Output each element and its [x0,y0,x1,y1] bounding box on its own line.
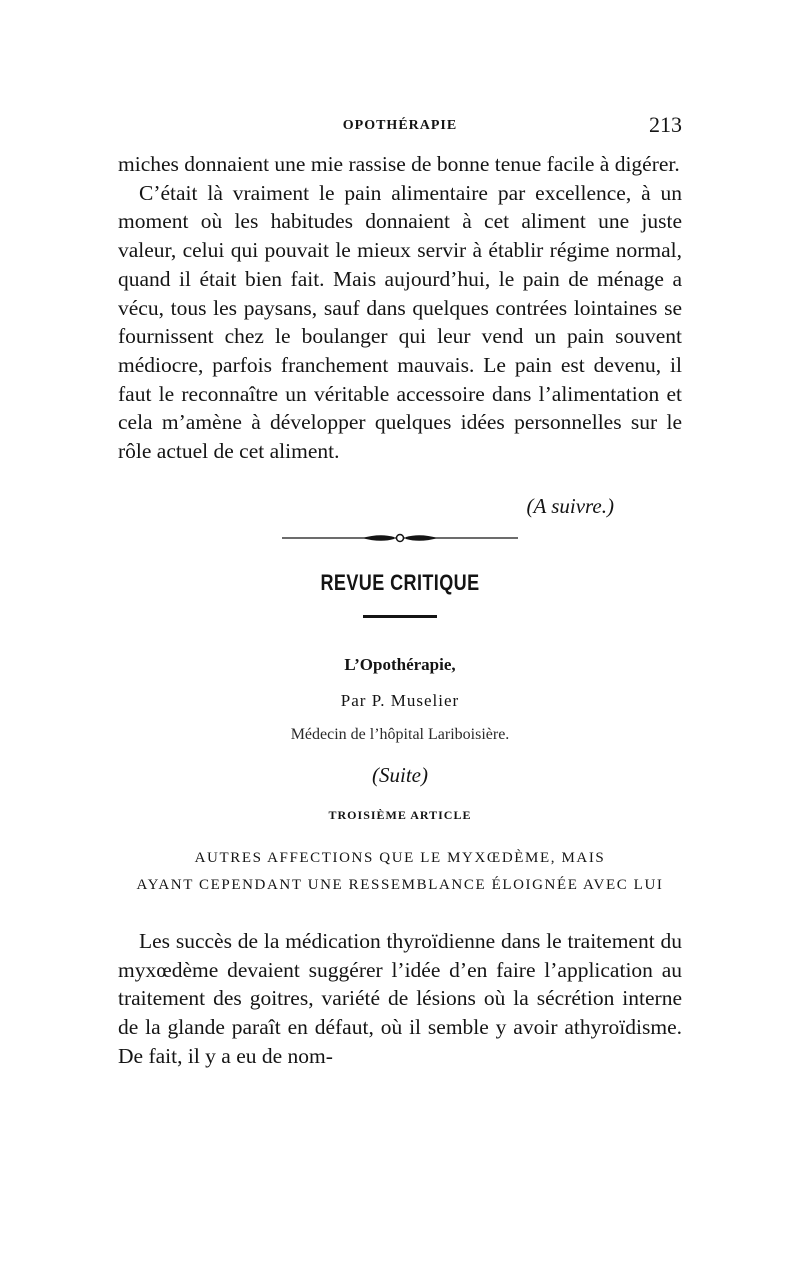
continuation-label: (Suite) [372,763,428,787]
section-title: REVUE CRITIQUE [320,570,480,595]
article-title: L’Opothérapie, [344,655,456,674]
chapter-heading-line-1: AUTRES AFFECTIONS QUE LE MYXŒDÈME, MAIS [194,850,606,866]
short-rule [363,615,437,618]
chapter-heading-line-2: AYANT CEPENDANT UNE RESSEMBLANCE ÉLOIGNÉE AVEC LUI [136,877,664,893]
author-affiliation: Médecin de l’hôpital Lariboisière. [290,726,510,743]
ornamental-divider [280,528,520,548]
continuation-note: (A suivre.) [526,494,614,518]
paragraph-bread: C’était là vraiment le pain alimentaire par excellence, à un moment où les habitudes donnaient à cet aliment une juste valeur, celui qui pouvait le mieux servir à établir régime normal, quand il était bien fait. Mais aujourd’hui, le pain de ménage a vécu, tous les paysans, sauf dans quelques contrées lointaines se fournissent chez le boulanger qui leur vend un pain souvent médiocre, parfois franchement mauvais. Le pain est devenu, il faut le reconnaître un véritable accessoire dans l’alimentation et cela m’amène à développer quelques idées personnelles sur le rôle actuel de cet aliment. [118,180,682,464]
article-paragraph: Les succès de la médication thyroïdienne dans le traitement du myxœdème devaient suggérer l’idée d’en faire l’application au traitement des goitres, variété de lésions où la sécrétion interne de la glande paraît en défaut, où il semble y avoir athyroïdisme. De fait, il y a eu de nom- [118,929,682,1068]
article-number: TROISIÈME ARTICLE [328,808,472,822]
article-body [118,927,682,1071]
running-title: OPOTHÉRAPIE [342,118,458,133]
running-header [118,110,682,142]
previous-article-text [118,150,682,466]
article-byline: Par P. Muselier [340,691,460,710]
paragraph-continued: miches donnaient une mie rassise de bonne tenue facile à digérer. [118,152,680,176]
page-number: 213 [649,112,682,137]
